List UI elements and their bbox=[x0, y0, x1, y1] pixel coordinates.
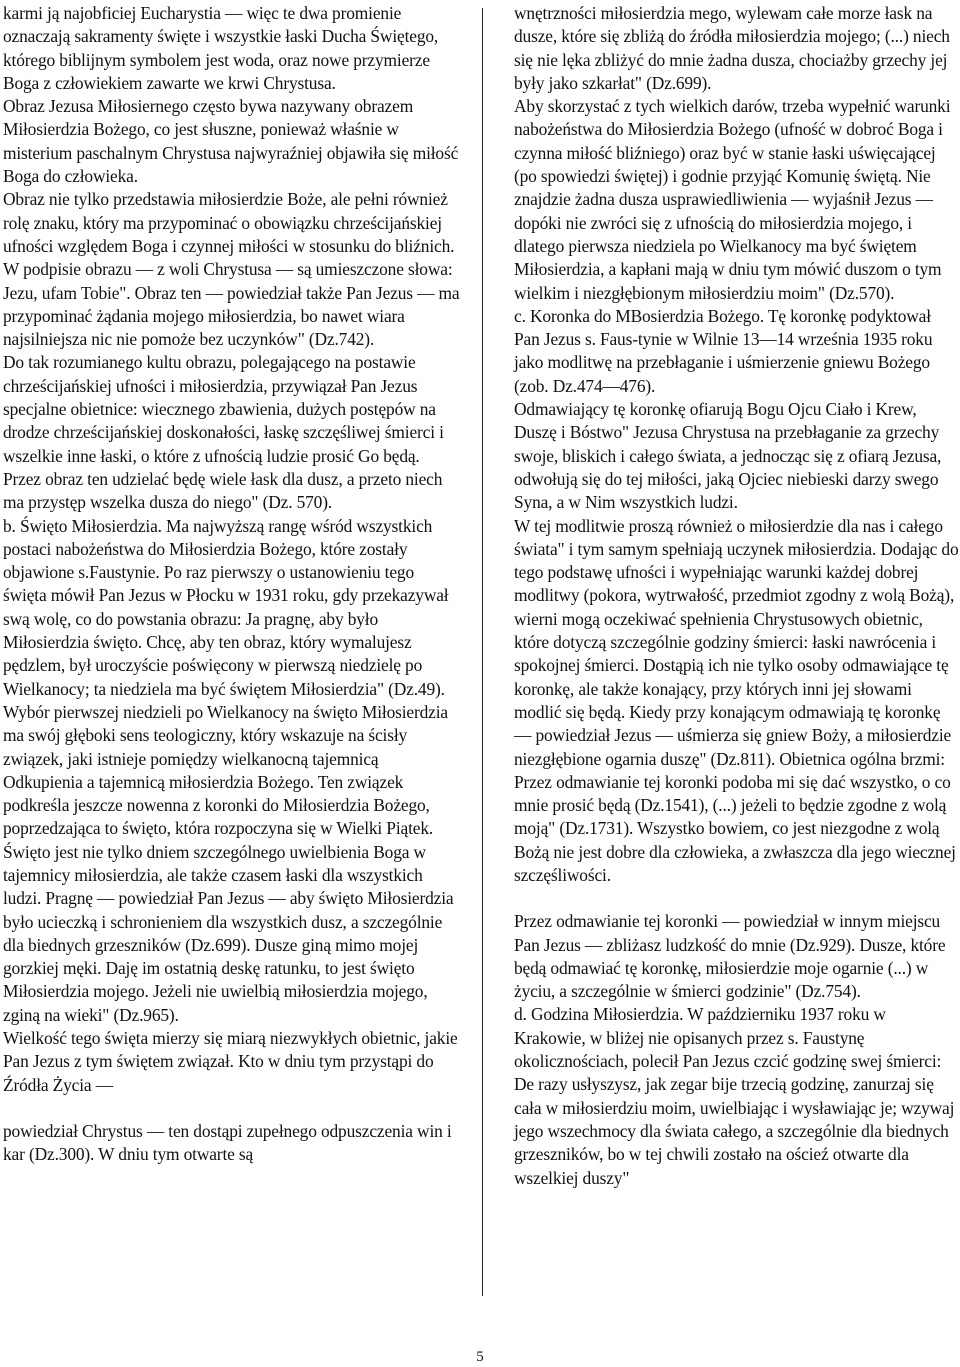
paragraph: b. Święto Miłosierdzia. Ma najwyższą rangę wśród wszystkich postaci nabożeństwa do Miłosierdzia Bożego, które zostały objawione s.Faustynie. Po raz pierwszy o ustanowieniu tego święta mówił Pan Jezus w Płocku w 1931 roku, gdy przekazywał swą wolę, co do powstania obrazu: Ja pragnę, aby było Miłosierdzia święto. Chcę, aby ten obraz, który wymalujesz pędzlem, był uroczyście poświęcony w pierwszą niedzielę po Wielkanocy; ta niedziela ma być świętem Miłosierdzia" (Dz.49). bbox=[3, 515, 449, 699]
paragraph: Aby skorzystać z tych wielkich darów, trzeba wypełnić warunki nabożeństwa do Miłosierdzia Bożego (ufność w dobroć Boga i czynna miłość bliźniego) oraz być w stanie łaski uświęcającej (po spowiedzi świętej) i godnie przyjąć Komunię świętą. Nie znajdzie żadna dusza usprawiedliwienia — wyjaśnił Jezus — dopóki nie zwróci się z ufnością do miłosierdzia mojego, i dlatego pierwsza niedziela po Wielkanocy ma być świętem Miłosierdzia, a kapłani mają w dniu tym mówić duszom o tym wielkim i niezgłębionym miłosierdziu moim" (Dz.570). bbox=[514, 96, 951, 303]
paragraph: W tej modlitwie proszą również o miłosierdzie dla nas i całego świata" i tym samym spełniają uczynek miłosierdzia. Dodając do tego podstawę ufności i wypełniając warunki każdej dobrej modlitwy (pokora, wytrwałość, przedmiot zgodny z wolą Bożą), wierni mogą oczekiwać spełnienia Chrystusowych obietnic, które dotyczą szczególnie godziny śmierci: łaski nawrócenia i spokojnej śmierci. Dostąpią ich nie tylko osoby odmawiające tę koronkę, ale także konający, przy których inni jej słowami modlić się będą. Kiedy przy konającym odmawiają tę koronkę — powiedział Jezus — uśmierza się gniew Boży, a miłosierdzie niezgłębione ogarnia duszę" (Dz.811). Obietnica ogólna brzmi: Przez odmawianie tej koronki podoba mi się dać wszystko, o co mnie prosić będą (Dz.1541), (...) jeżeli to będzie zgodne z wolą moją" (Dz.1731). Wszystko bowiem, co jest niezgodne z wolą Bożą nie jest dobre dla człowieka, a zwłaszcza dla jego wiecznej szczęśliwości. bbox=[514, 515, 959, 885]
paragraph: powiedział Chrystus — ten dostąpi zupełnego odpuszczenia win i kar (Dz.300). W dniu tym otwarte są bbox=[3, 1120, 452, 1165]
left-text-column bbox=[3, 2, 461, 1167]
paragraph: Wielkość tego święta mierzy się miarą niezwykłych obietnic, jakie Pan Jezus z tym świętem związał. Kto w dniu tym przystąpi do Źródła Życia — bbox=[3, 1028, 458, 1095]
paragraph: Wybór pierwszej niedzieli po Wielkanocy na święto Miłosierdzia ma swój głęboki sens teologiczny, który wskazuje na ścisły związek, jaki istnieje pomiędzy wielkanocną tajemnicą Odkupienia a tajemnicą miłosierdzia Bożego. Ten związek podkreśla jeszcze nowenna z koronki do Miłosierdzia Bożego, poprzedzająca to święto, która rozpoczyna się w Wielki Piątek. bbox=[3, 701, 448, 839]
paragraph: karmi ją najobficiej Eucharystia — więc te dwa promienie oznaczają sakramenty święte i wszystkie łaski Ducha Świętego, którego biblijnym symbolem jest woda, oraz nowe przymierze Boga z człowiekiem zawarte we krwi Chrystusa. bbox=[3, 3, 439, 93]
paragraph: c. Koronka do MBosierdzia Bożego. Tę koronkę podyktował Pan Jezus s. Faus-tynie w Wilnie 13—14 września 1935 roku jako modlitwę na przebłaganie i uśmierzenie gniewu Bożego (zob. Dz.474—476). bbox=[514, 305, 933, 396]
paragraph: d. Godzina Miłosierdzia. W październiku 1937 roku w Krakowie, w bliżej nie opisanych przez s. Faustynę okolicznościach, polecił Pan Jezus czcić godzinę swej śmierci: De razy usłyszysz, jak zegar bije trzecią godzinę, zanurzaj się cała w miłosierdziu moim, uwielbiając i wysławiając je; wzywaj jego wszechmocy dla świata całego, a szczególnie dla biednych grzeszników, bo w tej chwili zostało na ościeź otwarte dla wszelkiej duszy" bbox=[514, 1004, 955, 1188]
right-text-column bbox=[514, 2, 960, 1190]
paragraph: Przez odmawianie tej koronki — powiedział w innym miejscu Pan Jezus — zbliżasz ludzkość do mnie (Dz.929). Dusze, które będą odmawiać tę koronkę, miłosierdzie moje ogarnie (...) w życiu, a szczególnie w śmierci godzinie" (Dz.754). bbox=[514, 911, 946, 1002]
column-divider bbox=[482, 8, 483, 1296]
paragraph: Święto jest nie tylko dniem szczególnego uwielbienia Boga w tajemnicy miłosierdzia, ale także czasem łaski dla wszystkich ludzi. Pragnę — powiedział Pan Jezus — aby święto Miłosierdzia było ucieczką i schronieniem dla wszystkich dusz, a szczególnie dla biednych grzeszników (Dz.699). Dusze giną mimo mojej gorzkiej męki. Daję im ostatnią deskę ratunku, to jest święto Miłosierdzia mojego. Jeżeli nie uwielbią miłosierdzia mojego, zginą na wieki" (Dz.965). bbox=[3, 841, 454, 1025]
paragraph: Obraz nie tylko przedstawia miłosierdzie Boże, ale pełni również rolę znaku, który ma przypominać o obowiązku chrześcijańskiej ufności względem Boga i czynnej miłości w stosunku do bliźnich. W podpisie obrazu — z woli Chrystusa — są umieszczone słowa: Jezu, ufam Tobie". Obraz ten — powiedział także Pan Jezus — ma przypominać żądania mojego miłosierdzia, bo nawet wiara najsilniejsza nic nie pomoże bez uczynków" (Dz.742). bbox=[3, 189, 460, 350]
paragraph: wnętrzności miłosierdzia mego, wylewam całe morze łask na dusze, które się zbliżą do źródła miłosierdzia mojego; (...) niech się nie lęka zbliżyć do mnie żadna dusza, chociażby grzechy jej były jako szkarłat" (Dz.699). bbox=[514, 3, 950, 93]
paragraph: Obraz Jezusa Miłosiernego często bywa nazywany obrazem Miłosierdzia Bożego, co jest słuszne, ponieważ właśnie w misterium paschalnym Chrystusa najwyraźniej objawiła się miłość Boga do człowieka. bbox=[3, 96, 459, 187]
paragraph: Do tak rozumianego kultu obrazu, polegającego na postawie chrześcijańskiej ufności i miłosierdzia, przywiązał Pan Jezus specjalne obietnice: wiecznego zbawienia, dużych postępów na drodze chrześcijańskiej doskonałości, łaskę szczęśliwej śmierci i wszelkie inne łaski, o które z ufnością ludzie prosić Go będą. Przez obraz ten udzielać będę wiele łask dla dusz, a przeto niech ma przystęp wszelka dusza do niego" (Dz. 570). bbox=[3, 352, 444, 513]
page-number: 5 bbox=[476, 1349, 484, 1365]
paragraph: Odmawiający tę koronkę ofiarują Bogu Ojcu Ciało i Krew, Duszę i Bóstwo" Jezusa Chrystusa na przebłaganie za grzechy swoje, bliskich i całego świata, a jednocząc się z ofiarą Jezusa, odwołują się do tej miłości, jaką Ojciec niebieski darzy swego Syna, a w Nim wszystkich ludzi. bbox=[514, 399, 942, 513]
